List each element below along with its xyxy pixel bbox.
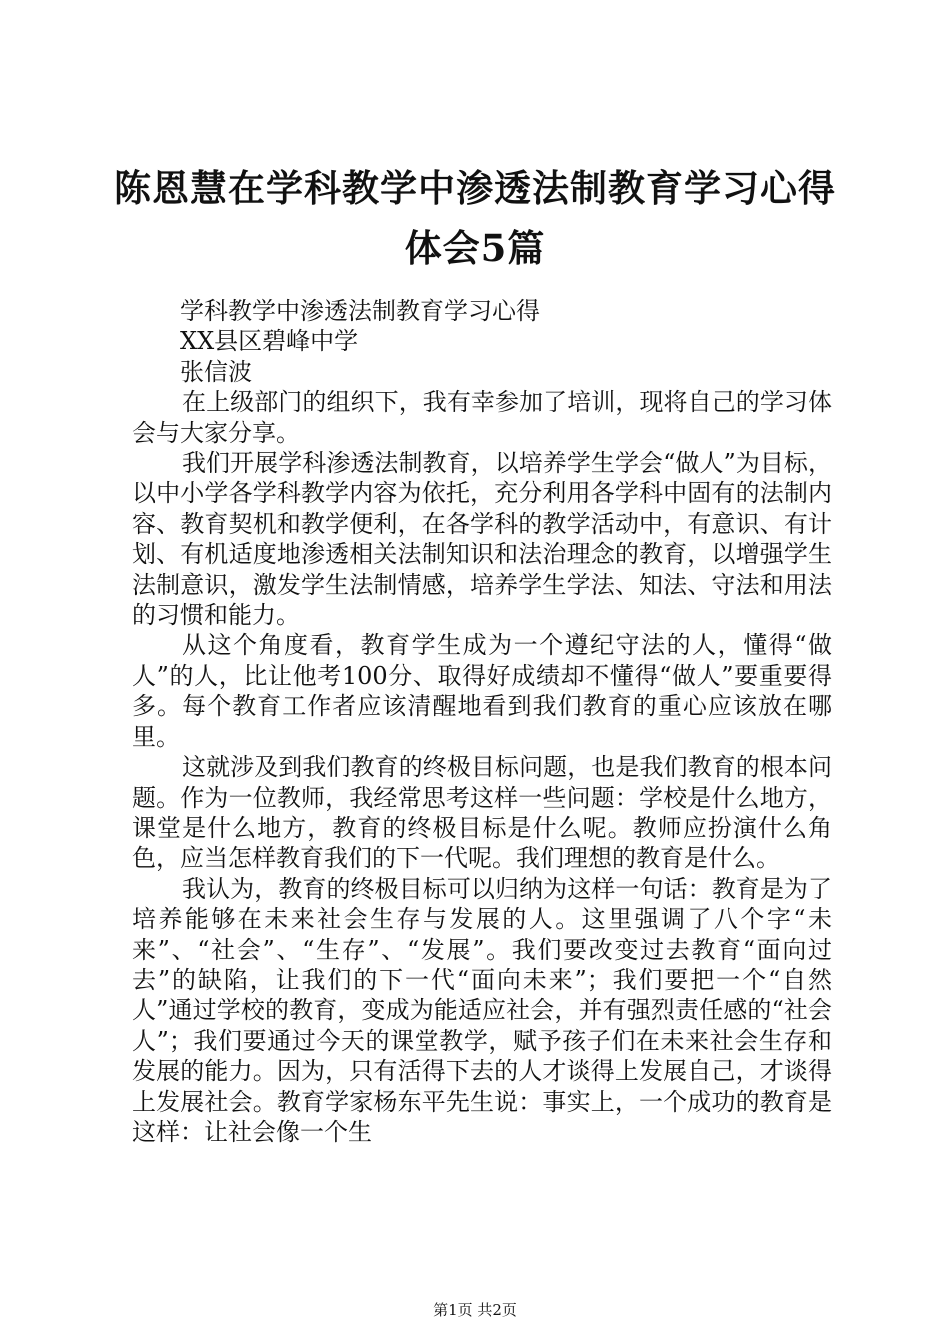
paragraph: 我们开展学科渗透法制教育，以培养学生学会“做人”为目标，以中小学各学科教学内容为依托，充分利用各学科中固有的法制内容、教育契机和教学便利，在各学科的教学活动中，有意识、有计划、有机适度地渗透相关法制知识和法治理念的教育，以增强学生法制意识，激发学生法制情感，培养学生学法、知法、守法和用法的习惯和能力。: [132, 449, 832, 630]
page-number-footer: 第1页 共2页: [433, 1301, 517, 1319]
paragraph: 在上级部门的组织下，我有幸参加了培训，现将自己的学习体会与大家分享。: [132, 388, 832, 447]
author-name: 张信波: [180, 357, 252, 386]
paragraph: 这就涉及到我们教育的终极目标问题，也是我们教育的根本问题。作为一位教师，我经常思考这样一些问题：学校是什么地方，课堂是什么地方，教育的终极目标是什么呢。教师应扮演什么角色，应当怎样教育我们的下一代呢。我们理想的教育是什么。: [132, 753, 832, 873]
document-subtitle: 学科教学中渗透法制教育学习心得: [180, 297, 540, 325]
document-title: 陈恩慧在学科教学中渗透法制教育学习心得体会5篇: [114, 166, 836, 270]
paragraph: 从这个角度看，教育学生成为一个遵纪守法的人，懂得“做人”的人，比让他考100分、取得好成绩却不懂得“做人”要重要得多。每个教育工作者应该清醒地看到我们教育的重心应该放在哪里。: [132, 631, 832, 751]
document-body: [132, 296, 832, 1147]
paragraph: 我认为，教育的终极目标可以归纳为这样一句话：教育是为了培养能够在未来社会生存与发展的人。这里强调了八个字“未来”、“社会”、“生存”、“发展”。我们要改变过去教育“面向过去”的缺陷，让我们的下一代“面向未来”；我们要把一个“自然人”通过学校的教育，变成为能适应社会，并有强烈责任感的“社会人”；我们要通过今天的课堂教学，赋予孩子们在未来社会生存和发展的能力。因为，只有活得下去的人才谈得上发展自己，才谈得上发展社会。教育学家杨东平先生说：事实上，一个成功的教育是这样：让社会像一个生: [132, 874, 832, 1146]
school-name: XX县区碧峰中学: [180, 327, 359, 356]
